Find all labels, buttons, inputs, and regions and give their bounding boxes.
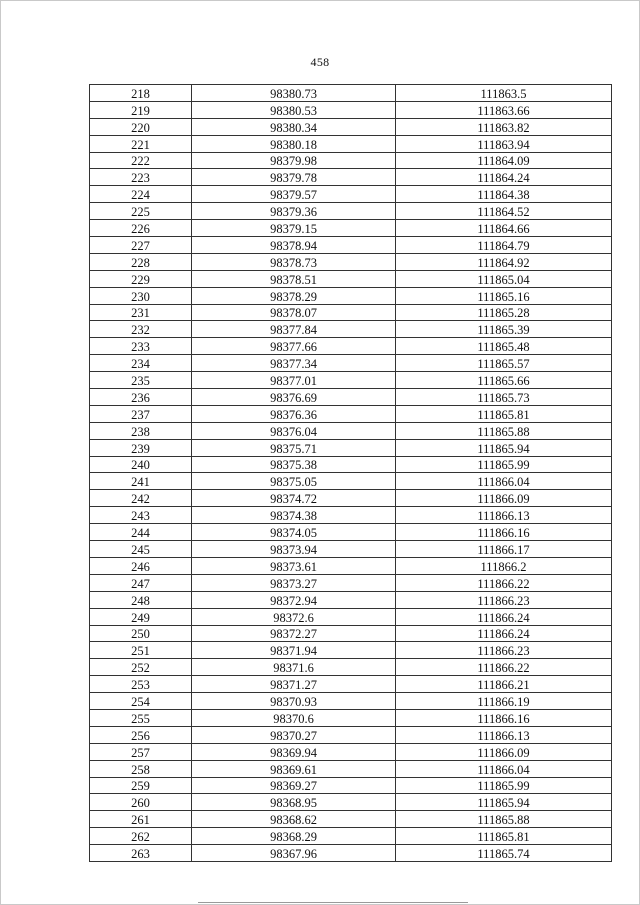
point-number-cell: 239 [90,439,192,456]
point-number-cell: 233 [90,338,192,355]
x-coordinate-cell: 98380.34 [192,118,396,135]
x-coordinate-cell: 98380.73 [192,85,396,102]
point-number-cell: 257 [90,743,192,760]
table-row [90,389,612,406]
point-number-cell: 226 [90,220,192,237]
table-row [90,186,612,203]
x-coordinate-cell: 98374.38 [192,507,396,524]
point-number-cell: 237 [90,405,192,422]
y-coordinate-cell: 111865.48 [396,338,612,355]
y-coordinate-cell: 111866.23 [396,591,612,608]
table-row [90,135,612,152]
x-coordinate-cell: 98371.6 [192,659,396,676]
table-body [90,85,612,862]
point-number-cell: 220 [90,118,192,135]
table-row [90,760,612,777]
y-coordinate-cell: 111866.04 [396,760,612,777]
x-coordinate-cell: 98368.62 [192,811,396,828]
y-coordinate-cell: 111865.94 [396,794,612,811]
table-row [90,490,612,507]
x-coordinate-cell: 98378.29 [192,287,396,304]
point-number-cell: 261 [90,811,192,828]
point-number-cell: 247 [90,574,192,591]
y-coordinate-cell: 111865.16 [396,287,612,304]
table-row [90,220,612,237]
table-row [90,574,612,591]
table-row [90,828,612,845]
y-coordinate-cell: 111863.5 [396,85,612,102]
point-number-cell: 255 [90,709,192,726]
x-coordinate-cell: 98375.71 [192,439,396,456]
x-coordinate-cell: 98377.34 [192,355,396,372]
table-row [90,287,612,304]
point-number-cell: 260 [90,794,192,811]
x-coordinate-cell: 98372.94 [192,591,396,608]
x-coordinate-cell: 98375.05 [192,473,396,490]
x-coordinate-cell: 98370.93 [192,693,396,710]
point-number-cell: 219 [90,101,192,118]
table-row [90,591,612,608]
x-coordinate-cell: 98372.27 [192,625,396,642]
point-number-cell: 252 [90,659,192,676]
y-coordinate-cell: 111865.88 [396,422,612,439]
point-number-cell: 249 [90,608,192,625]
y-coordinate-cell: 111864.24 [396,169,612,186]
point-number-cell: 227 [90,237,192,254]
point-number-cell: 229 [90,270,192,287]
table-row [90,709,612,726]
point-number-cell: 246 [90,557,192,574]
table-row [90,693,612,710]
table-row [90,304,612,321]
table-row [90,777,612,794]
y-coordinate-cell: 111864.66 [396,220,612,237]
table-row [90,608,612,625]
x-coordinate-cell: 98379.98 [192,152,396,169]
point-number-cell: 236 [90,389,192,406]
point-number-cell: 225 [90,203,192,220]
table-row [90,118,612,135]
table-row [90,203,612,220]
table-row [90,253,612,270]
page-number: 458 [310,55,330,69]
point-number-cell: 258 [90,760,192,777]
x-coordinate-cell: 98369.61 [192,760,396,777]
y-coordinate-cell: 111865.28 [396,304,612,321]
table-row [90,405,612,422]
table-row [90,152,612,169]
x-coordinate-cell: 98379.78 [192,169,396,186]
table-row [90,811,612,828]
point-number-cell: 253 [90,676,192,693]
table-row [90,845,612,862]
point-number-cell: 234 [90,355,192,372]
y-coordinate-cell: 111863.94 [396,135,612,152]
x-coordinate-cell: 98378.73 [192,253,396,270]
point-number-cell: 263 [90,845,192,862]
footer-rule [198,902,468,903]
x-coordinate-cell: 98378.07 [192,304,396,321]
table-row [90,726,612,743]
y-coordinate-cell: 111864.38 [396,186,612,203]
y-coordinate-cell: 111865.81 [396,828,612,845]
x-coordinate-cell: 98379.57 [192,186,396,203]
x-coordinate-cell: 98375.38 [192,456,396,473]
x-coordinate-cell: 98368.95 [192,794,396,811]
point-number-cell: 262 [90,828,192,845]
y-coordinate-cell: 111863.82 [396,118,612,135]
x-coordinate-cell: 98368.29 [192,828,396,845]
x-coordinate-cell: 98367.96 [192,845,396,862]
y-coordinate-cell: 111865.39 [396,321,612,338]
x-coordinate-cell: 98376.36 [192,405,396,422]
y-coordinate-cell: 111866.17 [396,541,612,558]
point-number-cell: 241 [90,473,192,490]
y-coordinate-cell: 111866.04 [396,473,612,490]
point-number-cell: 235 [90,372,192,389]
point-number-cell: 245 [90,541,192,558]
x-coordinate-cell: 98374.05 [192,524,396,541]
table-row [90,270,612,287]
y-coordinate-cell: 111866.22 [396,574,612,591]
y-coordinate-cell: 111866.2 [396,557,612,574]
y-coordinate-cell: 111864.79 [396,237,612,254]
point-number-cell: 259 [90,777,192,794]
table-row [90,456,612,473]
table-row [90,338,612,355]
table-row [90,557,612,574]
y-coordinate-cell: 111866.16 [396,709,612,726]
y-coordinate-cell: 111865.81 [396,405,612,422]
table-row [90,439,612,456]
table-row [90,541,612,558]
y-coordinate-cell: 111865.73 [396,389,612,406]
x-coordinate-cell: 98378.51 [192,270,396,287]
x-coordinate-cell: 98373.27 [192,574,396,591]
y-coordinate-cell: 111865.99 [396,777,612,794]
table-row [90,85,612,102]
table-row [90,169,612,186]
table-row [90,743,612,760]
x-coordinate-cell: 98378.94 [192,237,396,254]
x-coordinate-cell: 98380.53 [192,101,396,118]
point-number-cell: 248 [90,591,192,608]
y-coordinate-cell: 111866.22 [396,659,612,676]
y-coordinate-cell: 111864.52 [396,203,612,220]
y-coordinate-cell: 111865.66 [396,372,612,389]
x-coordinate-cell: 98376.69 [192,389,396,406]
table-row [90,321,612,338]
point-number-cell: 228 [90,253,192,270]
table-row [90,473,612,490]
point-number-cell: 231 [90,304,192,321]
table-row [90,422,612,439]
point-number-cell: 238 [90,422,192,439]
table-row [90,101,612,118]
point-number-cell: 232 [90,321,192,338]
point-number-cell: 242 [90,490,192,507]
x-coordinate-cell: 98370.27 [192,726,396,743]
x-coordinate-cell: 98372.6 [192,608,396,625]
table-row [90,642,612,659]
point-number-cell: 244 [90,524,192,541]
x-coordinate-cell: 98377.01 [192,372,396,389]
x-coordinate-cell: 98377.84 [192,321,396,338]
y-coordinate-cell: 111866.13 [396,726,612,743]
point-number-cell: 221 [90,135,192,152]
y-coordinate-cell: 111866.19 [396,693,612,710]
y-coordinate-cell: 111865.88 [396,811,612,828]
x-coordinate-cell: 98379.15 [192,220,396,237]
point-number-cell: 218 [90,85,192,102]
point-number-cell: 224 [90,186,192,203]
y-coordinate-cell: 111866.24 [396,625,612,642]
y-coordinate-cell: 111863.66 [396,101,612,118]
table-row [90,507,612,524]
point-number-cell: 250 [90,625,192,642]
table-row [90,237,612,254]
x-coordinate-cell: 98373.94 [192,541,396,558]
table-row [90,355,612,372]
point-number-cell: 240 [90,456,192,473]
y-coordinate-cell: 111866.09 [396,490,612,507]
y-coordinate-cell: 111866.16 [396,524,612,541]
x-coordinate-cell: 98380.18 [192,135,396,152]
table-row [90,372,612,389]
table-row [90,625,612,642]
y-coordinate-cell: 111865.74 [396,845,612,862]
table-row [90,676,612,693]
y-coordinate-cell: 111866.13 [396,507,612,524]
x-coordinate-cell: 98373.61 [192,557,396,574]
y-coordinate-cell: 111865.94 [396,439,612,456]
point-number-cell: 230 [90,287,192,304]
x-coordinate-cell: 98379.36 [192,203,396,220]
point-number-cell: 222 [90,152,192,169]
y-coordinate-cell: 111866.24 [396,608,612,625]
x-coordinate-cell: 98374.72 [192,490,396,507]
x-coordinate-cell: 98371.94 [192,642,396,659]
y-coordinate-cell: 111865.99 [396,456,612,473]
x-coordinate-cell: 98369.27 [192,777,396,794]
point-number-cell: 251 [90,642,192,659]
table-row [90,794,612,811]
x-coordinate-cell: 98377.66 [192,338,396,355]
point-number-cell: 243 [90,507,192,524]
table-row [90,524,612,541]
x-coordinate-cell: 98376.04 [192,422,396,439]
point-number-cell: 254 [90,693,192,710]
y-coordinate-cell: 111866.21 [396,676,612,693]
y-coordinate-cell: 111866.09 [396,743,612,760]
point-number-cell: 256 [90,726,192,743]
y-coordinate-cell: 111865.57 [396,355,612,372]
x-coordinate-cell: 98370.6 [192,709,396,726]
coordinate-table [89,84,612,862]
x-coordinate-cell: 98371.27 [192,676,396,693]
table-row [90,659,612,676]
x-coordinate-cell: 98369.94 [192,743,396,760]
y-coordinate-cell: 111864.92 [396,253,612,270]
point-number-cell: 223 [90,169,192,186]
y-coordinate-cell: 111864.09 [396,152,612,169]
y-coordinate-cell: 111866.23 [396,642,612,659]
y-coordinate-cell: 111865.04 [396,270,612,287]
